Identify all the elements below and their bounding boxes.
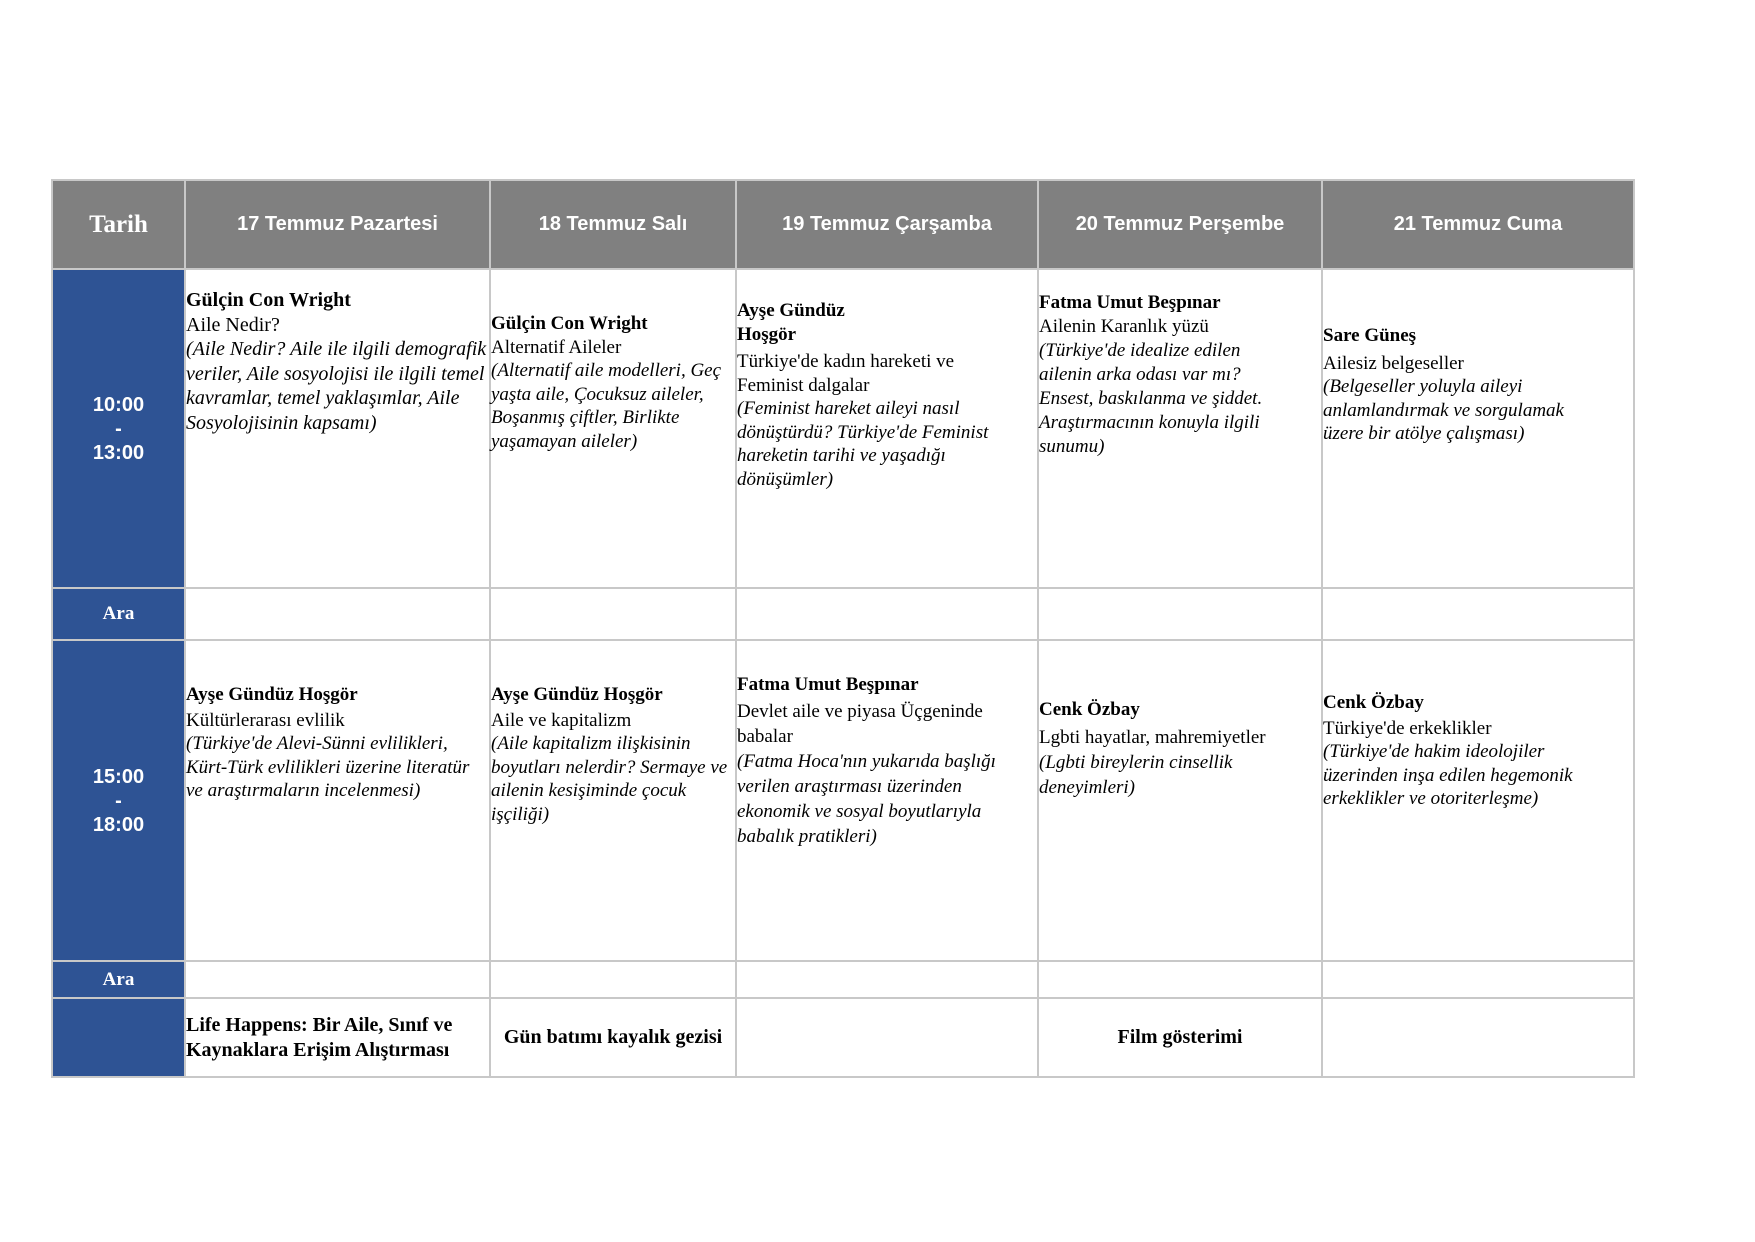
empty-cell — [185, 961, 490, 998]
evening-activity: Film gösterimi — [1038, 998, 1322, 1077]
break-label: Ara — [52, 588, 185, 640]
session-topic: Devlet aile ve piyasa Üçgeninde babalar — [737, 701, 983, 747]
session-description: (Belgeseller yoluyla aileyi anlamlandırmak ve sorgulamak üzere bir atölye çalışması) — [1323, 376, 1564, 444]
session-cell — [1322, 269, 1634, 588]
header-row — [52, 180, 1634, 269]
day-header-thursday: 20 Temmuz Perşembe — [1038, 180, 1322, 269]
session-speaker: Cenk Özbay — [1039, 699, 1140, 720]
afternoon-row — [52, 640, 1634, 961]
morning-time-separator: - — [115, 417, 122, 440]
session-topic: Lgbti hayatlar, mahremiyetler — [1039, 727, 1266, 748]
session-speaker: Gülçin Con Wright — [491, 313, 648, 334]
session-description: (Türkiye'de Alevi-Sünni evlilikleri, Kürt-Türk evlilikleri üzerine literatür ve araştırmaların incelenmesi) — [186, 733, 470, 801]
break-row — [52, 588, 1634, 640]
empty-cell — [736, 588, 1038, 640]
evening-row — [52, 998, 1634, 1077]
empty-cell — [1322, 588, 1634, 640]
break-row — [52, 961, 1634, 998]
empty-cell — [185, 588, 490, 640]
afternoon-time-start: 15:00 — [92, 765, 145, 788]
day-header-tuesday: 18 Temmuz Salı — [490, 180, 736, 269]
session-speaker: Ayşe Gündüz Hoşgör — [186, 684, 358, 705]
session-topic: Alternatif Aileler — [491, 336, 622, 358]
empty-cell — [1038, 961, 1322, 998]
afternoon-time-end: 18:00 — [92, 813, 145, 836]
session-cell — [490, 269, 736, 588]
day-header-monday: 17 Temmuz Pazartesi — [185, 180, 490, 269]
evening-activity — [736, 998, 1038, 1077]
session-cell — [185, 640, 490, 961]
break-label: Ara — [52, 961, 185, 998]
session-speaker: Sare Güneş — [1323, 325, 1417, 346]
session-speaker: Gülçin Con Wright — [186, 289, 351, 311]
session-description: (Türkiye'de hakim ideolojiler üzerinden inşa edilen hegemonik erkeklikler ve otoriterleşme) — [1323, 741, 1573, 809]
evening-activity: Gün batımı kayalık gezisi — [490, 998, 736, 1077]
session-cell — [490, 640, 736, 961]
morning-time-cell — [52, 269, 185, 588]
empty-cell — [736, 961, 1038, 998]
session-description: (Türkiye'de idealize edilen ailenin arka odası var mı? Ensest, baskılanma ve şiddet. Araştırmacının konuyla ilgili sunumu) — [1039, 340, 1263, 457]
day-header-wednesday: 19 Temmuz Çarşamba — [736, 180, 1038, 269]
afternoon-time-cell — [52, 640, 185, 961]
schedule-table — [51, 179, 1635, 1078]
session-description: (Alternatif aile modelleri, Geç yaşta aile, Çocuksuz aileler, Boşanmış çiftler, Birlikte yaşamayan aileler) — [491, 360, 722, 452]
session-speaker: Ayşe Gündüz Hoşgör — [491, 684, 663, 705]
session-speaker: Fatma Umut Beşpınar — [1039, 292, 1221, 313]
session-topic: Aile ve kapitalizm — [491, 709, 632, 731]
afternoon-time-separator: - — [115, 789, 122, 812]
evening-activity: Life Happens: Bir Aile, Sınıf ve Kaynaklara Erişim Alıştırması — [185, 998, 490, 1077]
session-cell — [736, 269, 1038, 588]
session-cell — [1038, 640, 1322, 961]
session-description: (Fatma Hoca'nın yukarıda başlığı verilen araştırması üzerinden ekonomik ve sosyal boyutlarıyla babalık pratikleri) — [737, 751, 996, 847]
morning-time-start: 10:00 — [92, 393, 145, 416]
morning-row — [52, 269, 1634, 588]
session-cell — [185, 269, 490, 588]
session-speaker: Ayşe Gündüz Hoşgör — [737, 300, 845, 345]
session-topic: Ailenin Karanlık yüzü — [1039, 316, 1209, 337]
session-topic: Aile Nedir? — [186, 313, 280, 336]
session-cell — [1038, 269, 1322, 588]
evening-time-cell — [52, 998, 185, 1077]
session-description: (Aile kapitalizm ilişkisinin boyutları nelerdir? Sermaye ve ailenin kesişiminde çocuk işçiliği) — [491, 733, 728, 825]
date-header: Tarih — [52, 180, 185, 269]
session-topic: Türkiye'de erkeklikler — [1323, 717, 1492, 739]
empty-cell — [490, 588, 736, 640]
day-header-friday: 21 Temmuz Cuma — [1322, 180, 1634, 269]
session-description: (Lgbti bireylerin cinsellik deneyimleri) — [1039, 752, 1233, 798]
session-topic: Türkiye'de kadın hareketi ve Feminist dalgalar — [737, 351, 955, 396]
empty-cell — [1322, 961, 1634, 998]
evening-activity — [1322, 998, 1634, 1077]
session-description: (Feminist hareket aileyi nasıl dönüştürdü? Türkiye'de Feminist hareketin tarihi ve yaşadığı dönüşümler) — [737, 398, 989, 490]
session-cell — [1322, 640, 1634, 961]
empty-cell — [1038, 588, 1322, 640]
session-description: (Aile Nedir? Aile ile ilgili demografik veriler, Aile sosyolojisi ile ilgili temel kavramlar, temel yaklaşımlar, Aile Sosyolojisinin kapsamı) — [186, 338, 487, 434]
empty-cell — [490, 961, 736, 998]
session-topic: Kültürlerarası evlilik — [186, 709, 345, 731]
morning-time-end: 13:00 — [92, 441, 145, 464]
session-speaker: Fatma Umut Beşpınar — [737, 674, 919, 695]
session-topic: Ailesiz belgeseller — [1323, 352, 1464, 374]
session-cell — [736, 640, 1038, 961]
session-speaker: Cenk Özbay — [1323, 692, 1424, 713]
